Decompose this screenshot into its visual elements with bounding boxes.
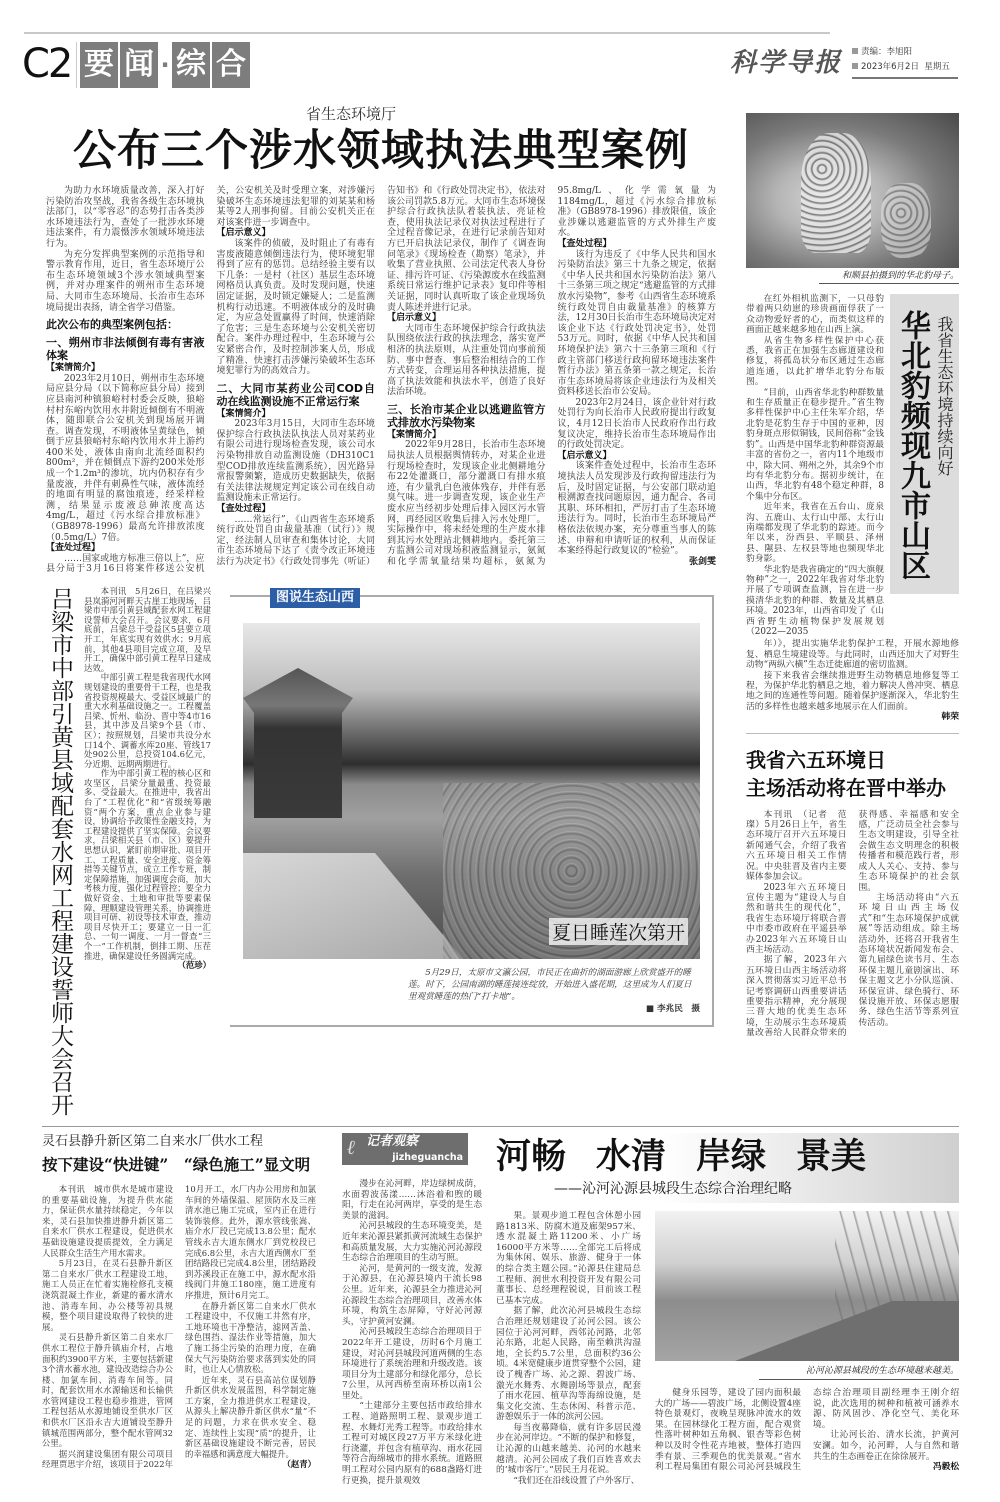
lingshi-headline: 按下建设“快进键” “绿色施工”显文明 xyxy=(42,1155,311,1174)
byline: 冯毅松 xyxy=(932,1462,959,1473)
issue-weekday: 星期五 xyxy=(924,62,950,72)
lingshi-article-body xyxy=(42,1184,316,1470)
paragraph: 近年来，我省在五台山、庞泉沟、五鹿山、太行山中部、太行山南端都发现了华北豹的踪迹。而今年以来，汾西县、平顺县、泽州县、隰县、左权县等地也频现华北豹身影。 xyxy=(746,502,884,565)
lingshi-subtitle: 灵石县静升新区第二自来水厂供水工程 xyxy=(42,1134,264,1149)
headline-word: 河畅 xyxy=(496,1137,567,1177)
env-day-headline-line1: 我省六五环境日 xyxy=(746,747,886,772)
logo-swoosh-icon: ℓ xyxy=(347,1135,356,1159)
qinhe-left xyxy=(342,1133,482,1486)
headline-word: 景美 xyxy=(796,1137,867,1177)
paragraph: 2023年2月10日，朔州市生态环境局应县分局（以下简称应县分局）接到应县南河种镇狼峪村村委会反映，狼峪村村东峪内饮用水井附近倾倒有不明液体，随即联合公安机关到现场展开调查。调查发现，不明液体呈黄绿色，倾倒于应县狼峪村东峪内饮用水井上游约400米处，液体由南向北流经面积约800m²，并在倾倒点下游约200米处形成一个1.2m³的渗坑，坑内仍积存有少量废液，并伴有刺鼻性气味，液体流经的地面有明显的腐蚀痕迹，经采样检测，结果显示废液总砷浓度高达4mg/L，超过《污水综合排放标准》（GB8978-1996）最高允许排放浓度（0.5mg/L）7倍。 xyxy=(46,373,205,543)
paragraph: 中部引黄工程是我省现代水网规划建设的重要骨干工程，也是我省投资规模最大、受益区域最广的重大水利基础设施之一。工程覆盖吕梁、忻州、临汾、晋中等4市16县，其中涉及吕梁9个县（市、区）；按照规划，吕梁市共设分水口14个、调蓄水库20座、管线17处902公里，总投资104.6亿元，分近期、远期两期进行。 xyxy=(84,672,211,769)
subheading: 一、朔州市非法倾倒有毒有害液体案 xyxy=(46,336,205,363)
middle-row xyxy=(46,587,716,1116)
photo-feature-frame xyxy=(230,590,714,1027)
byline: （范珍） xyxy=(177,960,211,971)
paragraph: ……国家或地方标准三倍以上”，应县分局于3月16日将案件移送公安机关，公安机关及时受理立案，对涉嫌污染破坏生态环境违法犯罪的刘某某和杨某等2人刑事拘留。目前公安机关正在对该案件进一步调查中。 xyxy=(46,186,375,575)
section-label: 【启示意义】 xyxy=(216,228,271,239)
issue-date: 2023年6月2日 xyxy=(861,62,919,72)
byline: 张剑雯 xyxy=(688,556,716,567)
photo-overlay-title: 夏日睡莲次第开 xyxy=(549,918,688,945)
paragraph: 沁河，是黄河的一级支流，发源于沁源县，在沁源县境内干流长98公里。近年来，沁源县全力推进沁河沁源段生态综合治理项目，改善水体环境，构筑生态屏障，守好沁河源头，守护黄河安澜。 xyxy=(342,1263,482,1327)
section-label: 【案情简介】 xyxy=(387,429,442,440)
qinhe-article xyxy=(342,1133,959,1486)
header-underline xyxy=(852,77,958,79)
paragraph: 接下来我省会继续推进野生动物栖息地修复等工程，为保护华北豹栖息之地，着力解决人兽冲突、栖息地之间的连通性等问题。随着保护逐渐深入，华北豹生活的多样性也越来越多地展示在人们面前。 xyxy=(746,670,959,712)
lvliang-headline: 吕梁市中部引黄县域配套水网工程建设誓师大会召开 xyxy=(47,587,73,1116)
reporter-observation-logo xyxy=(342,1133,468,1165)
qinhe-headline-block xyxy=(496,1133,959,1203)
headline-word: 水清 xyxy=(596,1137,667,1177)
walkway-shape xyxy=(243,853,463,959)
subheading: 三、长治市某企业以逃避监管方式排放水污染物案 xyxy=(387,402,546,429)
paragraph: 在红外相机监测下，一只母豹带着两只幼崽的珍贵画面俘获了一众动物爱好者的心，而类似这样的画面正越来越多地在山西上演。 xyxy=(746,294,884,336)
right-stack xyxy=(746,113,959,1039)
qinhe-column-1 xyxy=(342,1179,482,1486)
lead-kicker: 省生态环境厅 xyxy=(305,105,396,123)
paragraph: 灵石县静升新区第二自来水厂供水工程位于静升镇庙介村，占地面积约3900平方米，主要包括新建3个清水蓄水池，建设改造综合办公楼、加氯车间、消毒车间等。同时，配套饮用水水源输送和长输供水管网建设工程也稳步推进，管网工程包括从水源地铺设至供水厂区和供水厂区沿永吉大道铺设至静升镇城范围两部分，整个配水管网32公里。 xyxy=(42,1332,173,1449)
section-char: 要 xyxy=(80,42,118,88)
section-label: 【案情简介】 xyxy=(216,408,271,419)
logo-pinyin: jizheguancha xyxy=(392,1152,463,1163)
paragraph: 果。景观步道工程包含休憩小园路1813米、防腐木道及廊架957米、透水混凝土路11200米、小广场16000平方米等……全部完工后将成为集休闲、娱乐、旅游、健身于一体的综合类主题公园。”沁源县住建局总工程师、润世水利投资开发有限公司董事长、总经理程锐说，目前该工程已基本完成。 xyxy=(496,1211,641,1306)
leopard-article-body-wide xyxy=(746,639,959,722)
headline-word: 岸绿 xyxy=(696,1137,767,1177)
paragraph: 近年来，灵石县高站位谋划静升新区供水发展蓝图，科学制定施工方案，全力推进供水工程建设，从源头上解决静升新区供水“量”不足的问题，力求在供水安全、稳定、连续性上实现“质”的提升，让新区基础设施建设不断完善，居民的幸福感和满意度大幅提升。 xyxy=(185,1374,316,1459)
leopard-title-box xyxy=(890,294,959,594)
paragraph: 每当夜幕降临，就有许多居民漫步在沁河岸边。“不断的保护和修复，让沁源的山越来越美、沁河的水越来越清。沁河公园成了我们百姓喜欢去的‘城市客厅’。”居民王月花说。 xyxy=(496,1422,641,1476)
paragraph: 主场活动将由“六五环境日山西主场仪式”和“生态环境保护成就展”等活动组成。除主场活动外，还将召开我省生态环境状况新闻发布会、第九届绿色读书月、生态环保主题儿童剧演出、环保主题文艺小分队巡演、环保宣讲、绿色骑行、环保设施开放、环保志愿服务、绿色生活节等系列宣传活动。 xyxy=(858,892,959,1028)
paragraph: 据兴润建设集团有限公司项目经理贾思宇介绍，该项目于2022年10月开工，水厂内办公用房和加氯车间的外墙保温、屋顶防水及三座清水池已施工完成，室内正在进行装饰装修。此外，源水管线张嵩、庙介水厂段已完成13.8公里；配水管线永吉大道东侧水厂到党校段已完成6.8公里，永吉大道西侧水厂至团结路段已完成4.8公里，团结路段到苏溪段正在施工中，源水配水沿线阀门井施工180座，施工进度有序推进，预计6月完工。 xyxy=(42,1184,316,1470)
riverside-path-photo xyxy=(655,1211,959,1361)
paragraph: 2023年2月24日，该企业针对行政处罚行为向长治市人民政府提出行政复议，4月12日长治市人民政府作出行政复议决定，维持长治市生态环境局作出的行政处罚决定。 xyxy=(557,397,716,451)
paragraph: 从省生物多样性保护中心获悉，我省正在加强生态廊道建设和修复，将孤岛状分布区通过生态廊道连通，以此扩增华北豹分布版图。 xyxy=(746,335,884,388)
section-label: 【启示意义】 xyxy=(387,313,442,324)
section-label: 【启示意义】 xyxy=(557,450,612,461)
left-stack xyxy=(46,104,716,1116)
paragraph: “我们还在沿线设置了户外客厅、 xyxy=(513,1475,640,1486)
lead-article-body xyxy=(46,186,716,575)
pavilion-shape xyxy=(243,668,353,818)
qinhe-column-2 xyxy=(496,1211,641,1486)
paragraph: 在静升新区第二自来水厂供水工程建设中，不仅施工井然有序，工地环境也干净整洁，滤网苫盖、绿色围挡、湿法作业等措施，加大了施工扬尘污染的治理力度，在确保大气污染防治要求落到实处的同时，也让人心情放松。 xyxy=(185,1300,316,1375)
editor-name: 责编：李旭阳 xyxy=(861,47,913,57)
bullet-icon xyxy=(852,63,858,69)
section-divider xyxy=(76,42,77,88)
paragraph: 作为中部引黄工程的核心区和攻坚区，吕梁分量最重、投资最多、受益最大。在推进中，我省出台了“工程优化”和“省级统筹融资”两个方案，重点企业参与建设，协调给予政策性金融支持，为工程建设提供了坚实保障。会议要求，吕梁相关县（市、区）要提升思想认识，紧盯前期审批、项目开工、工程质量、安全进度、资金筹措等关键节点，成立工作专班，制定保障措施，加强调度会商，加大考核力度，强化过程管控；要全力做好资金、土地和审批等要素保障，理顺建设管理关系，协调推进项目可研、初设等技术审查，推动项目尽快开工；要建立一日一汇总、一旬一调度、一月一督查“三个一”工作机制，倒排工期、压茬推进，确保建设任务圆满完成。 xyxy=(84,768,211,961)
logo-title: 记者观察 xyxy=(366,1134,419,1149)
paragraph: 为助力水环境质量改善，深入打好污染防治攻坚战，我省各级生态环境执法部门，以“零容忍”的态势打击各类涉水环境违法行为，查处了一批涉水环境违法案件，有力震慑涉水领域环境违法行为。 xyxy=(46,186,205,249)
subheading: 此次公布的典型案例包括： xyxy=(46,318,178,332)
paragraph: “土建部分主要包括市政给排水工程、道路照明工程、景观步道工程、水舞灯光秀工程等。市政给排水工程可对城区段27万平方米绿化进行浇灌，并包含有植草沟、雨水花园等符合海绵城市的排水系统。道路照明工程对公园内原有的688盏路灯进行更换，提升景观效 xyxy=(342,1401,482,1486)
paragraph: 据了解，2023年六五环境日山西主场活动将深入贯彻落实习近平总书记考察调研山西重要讲话重要指示精神，充分展现三晋大地的优美生态环境，生动展示生态环境质量改善给人民群众带来的获得感、幸福感和安全感，广泛动员全社会参与生态文明建设，引导全社会做生态文明理念的积极传播者和模范践行者，形成人人关心、支持、参与生态环境保护的社会氛围。 xyxy=(746,809,959,1039)
paragraph: 漫步在沁河畔，岸边绿树成荫，水面碧波荡漾……沐浴着和煦的暖阳，行走在沁河两岸，享受的是生态美景的滋润。 xyxy=(342,1179,482,1221)
page-header xyxy=(0,0,1000,104)
qinhe-headline xyxy=(496,1135,959,1179)
section-char: · xyxy=(160,51,170,79)
page-number: C2 xyxy=(22,41,72,87)
section-char: 合 xyxy=(212,42,250,88)
paragraph: ……常运行”，《山西省生态环境系统行政处罚自由裁量基准（试行）》规定，经法制人员审查和集体讨论，大同市生态环境局下达了《责令改正环境违法行为决定书》《行政处罚事先（听证）告知书》和《行政处罚决定书》，依法对该公司罚款5.8万元。大同市生态环境保护综合行政执法队着装执法、亮证检查，使用执法记录仪对执法过程进行了全过程音像记录，在进行记录前告知对方已开启执法记录仪，制作了《调查询问笔录》《现场检查（勘察）笔录》，并收集了营业执照、公司法定代表人身份证、排污许可证、《污染源废水在线监测系统日常运行维护记录表》复印件等相关证据，同时认真听取了该企业现场负责人陈述并进行记录。 xyxy=(216,186,546,567)
caption-text: 5月29日，太原市文瀛公园，市民正在曲折的湖面游廊上欣赏盛开的睡莲。时下，公园南湖的睡莲接连绽放，开始进入盛花期，这里成为人们夏日里观赏睡莲的热门“打卡地”。 xyxy=(408,968,692,1002)
lvliang-article-body xyxy=(84,587,211,971)
lead-headline: 公布三个涉水领域执法典型案例 xyxy=(73,126,689,176)
paragraph: 本刊讯 （记者 范璨）5月26日上午，省生态环境厅召开六五环境日新闻通气会，介绍了我省六五环境日相关工作情况。中央驻晋及省内主要媒体参加会议。 xyxy=(746,809,847,883)
paragraph: 本刊讯 城市供水是城市建设的重要基础设施，为提升供水能力，保证供水量持续稳定，今年以来，灵石县加快推进静升新区第二自来水厂供水工程建设，促进供水基础设施建设提质提效，全力满足人民群众生活生产用水需求。 xyxy=(42,1184,173,1258)
section-label: 【查处过程】 xyxy=(46,543,101,554)
leopard-article-body xyxy=(746,294,884,637)
masthead-logo: 科学导报 xyxy=(730,48,843,78)
qinhe-subtitle: ——沁河沁源县城段生态综合治理纪略 xyxy=(554,1181,792,1197)
divider xyxy=(746,733,959,734)
paragraph: 沁河县城段的生态环境变美，是近年来沁源县紧抓黄河流域生态保护和高质量发展，大力实施沁河沁源段生态综合治理项目的生动写照。 xyxy=(342,1221,482,1264)
paragraph: 该案件的侦破，及时阻止了有毒有害废液随意倾倒违法行为，使环境犯罪得到了应有的惩罚。总结经验主要有以下几条：一是村（社区）基层生态环境网格员认真负责。及时发现问题，快速固定证据，及时锁定嫌疑人；二是监测机构行动迅速。不明液体成分的及时确定，为应急处置赢得了时间，快速消除了危害；三是生态环境与公安机关密切配合。案件办理过程中，生态环境与公安紧密合作，及时控制涉案人员，形成了精准、快速打击涉嫌污染破坏生态环境犯罪行为的高效合力。 xyxy=(216,238,375,377)
paragraph: 让沁河长治、清水长流，护黄河安澜。如今，沁河畔，人与自然和谐共生的生态画卷正在徐徐展开。 xyxy=(813,1430,959,1462)
qinhe-right xyxy=(496,1133,959,1486)
section-label: 【案情简介】 xyxy=(46,363,101,374)
byline: （赵青） xyxy=(282,1459,316,1470)
leopard-headline: 华北豹频现九市山区 xyxy=(895,310,930,580)
env-day-headline xyxy=(746,746,959,802)
qinhe-photo-caption: 沁河沁源县城段的生态环境越来越美。 xyxy=(759,1365,959,1380)
section-label: 【查处过程】 xyxy=(557,238,612,249)
subheading: 二、大同市某药业公司COD自动在线监测设施不正常运行案 xyxy=(216,381,375,408)
photo-credit: ■ 李兆民 摄 xyxy=(645,1004,700,1014)
paragraph: 该案件查处过程中，长治市生态环境执法人员发现涉及行政拘留违法行为后，及时固定证据，与公安部门联动追根溯源查找问题原因，通力配合、各司其职、环环相扣，严厉打击了生态环境违法行为。同时，长治市生态环境局严格依法依规办案，充分尊重当事人的陈述、申辩和申请听证的权利，从而保证本案经得起行政复议的“检验”。 xyxy=(557,461,716,557)
leopard-kicker: 我省生态环境持续向好 xyxy=(935,316,954,476)
paragraph: “目前，山西省华北豹种群数量和生存质量正在稳步提升。”省生物多样性保护中心主任朱军介绍，华北豹是花豹生存于中国的亚种，因豹身斑点形似铜钱，民间俗称“金钱豹”。山西是中国华北豹种群资源最丰富的省份之一，省内11个地级市中，除大同、朔州之外，其余9个市均有华北豹分布。据初步统计，在山西，华北豹有48个稳定种群，8个集中分布区。 xyxy=(746,387,884,502)
top-rule xyxy=(24,32,830,34)
leopard-photo xyxy=(746,113,959,268)
paragraph: 2022年9月28日，长治市生态环境局执法人员根据舆情转办，对某企业进行现场检查时，发现该企业北侧耕地分布22处灌溉口，部分灌溉口有排水痕迹，有少量乳白色液体残存，并伴有恶臭气味。进一步调查发现，该企业生产废水应当经初步处理后排入园区污水管网，再经园区收集后排入污水处理厂。实际操作中，将未经处理的生产废水排到其污水处理站北侧耕地内。委托第三方监测公司对现场积液监测显示，氨氮和化学需氧量结果均超标，氨氮为95.8mg/L、化学需氧量为1184mg/L，超过《污水综合排放标准》（GB8978-1996）排放限值，该企业涉嫌以逃避监管的方式外排生产废水。 xyxy=(387,186,716,567)
qinhe-photo-column xyxy=(655,1211,959,1473)
qinhe-lower xyxy=(496,1211,959,1486)
section-char: 闻 xyxy=(120,42,158,88)
photo-feature-label: 图说生态山西 xyxy=(270,588,360,608)
section-char: 综 xyxy=(172,42,210,88)
paragraph: 5月23日，在灵石县静升新区第二自来水厂供水工程建设工地，施工人员正在忙着实施栓修孔支模浇筑混凝土作业，新建的蓄水清水池、消毒车间、办公楼等初具规模，整个项目建设取得了较快的进展。 xyxy=(42,1258,173,1332)
leopard-figure xyxy=(801,133,871,253)
leopard-photo-caption: 和顺县拍摄到的华北豹母子。 xyxy=(819,270,959,284)
paragraph: 沁河县城段生态综合治理项目于2022年开工建设，历时6个月施工建设，对沁河县城段河道两侧的生态环境进行了系统治理和升级改造。该项目分为土建部分和绿化部分，总长7公里，从河西桥至南环桥以南1公里处。 xyxy=(342,1327,482,1401)
section-label: 【查处过程】 xyxy=(216,504,271,515)
bullet-icon xyxy=(852,48,858,54)
env-day-headline-line2: 主场活动将在晋中举办 xyxy=(746,775,946,800)
byline: 韩荣 xyxy=(941,712,959,723)
photo-feature-caption xyxy=(408,967,700,1015)
env-day-article-body xyxy=(746,810,959,1039)
paragraph: 大同市生态环境保护综合行政执法队围绕依法行政的执法理念，落实宽严相济的执法原则，从注重处罚向事前预防、事中督查、事后整治相结合的工作方式转变，合理运用各种执法措施，提高了执法效能和执法水平，创造了良好法治环境。 xyxy=(387,323,546,398)
paragraph: 华北豹是我省确定的“四大旗舰物种”之一，2022年我省对华北豹开展了专项调查监测，旨在进一步摸清华北豹的种群、数量及其栖息环境。2023年，山西省印发了《山西省野生动植物保护发展规划（2022—2035 xyxy=(746,564,884,637)
paragraph: 年）》，提出实施华北豹保护工程，开展水源地修复、栖息生境建设等。与此同时，山西还加大了对野生动物“两纵六横”生态迁徙廊道的密切监测。 xyxy=(746,639,959,671)
editor-info xyxy=(852,45,958,79)
leopard-row xyxy=(746,294,959,637)
qinhe-column-3-4 xyxy=(655,1388,959,1473)
paragraph: 据了解，此次沁河县城段生态综合治理还规划建设了沁河公园。该公园位于沁河河畔，西邻沁河路，北邻沁东路，北起人民路，南至赖洪沟湿地，全长约5.7公里，总面积约36公顷。4米宽健康步道贯穿整个公园，建设了槐香广场、沁之源、碧波广场、激光水舞秀、水舞剧场等景点，配套了雨水花园、植草沟等海绵设施，是集文化交流、生态休闲、科普示范、游憩娱乐于一体的滨河公园。 xyxy=(496,1306,641,1423)
paragraph: 2023年3月15日，大同市生态环境保护综合行政执法队执法人员对某药业有限公司进行现场检查发现，该公司水污染物排放自动监测设施（DH310C1型COD排放连续监测系统），因光路异常报警频繁，造成历史数据缺失，依据有关法律法规规定判定该公司在线自动监测设施未正常运行。 xyxy=(216,419,375,504)
lingshi-article xyxy=(42,1133,316,1470)
paragraph: 健身乐园等，建设了园内面积最大的广场——碧波广场，北侧设置4座特色景观灯，夜晚呈现脉冲流水的效果。在园林绿化工程方面，配合观赏性落叶树种如五角枫、银杏等彩色树种以及时令性花卉地被，整体打造四季有景、三季观色的优美景观。”省水利工程局集团有限公司沁河县城段生态综合治理项目副经理李王刚介绍说，此次选用的树种和植被可涵养水源、防风固沙、净化空气、美化环境。 xyxy=(655,1388,959,1473)
water-lily-photo xyxy=(243,623,700,959)
paragraph: 2023年六五环境日宣传主题为“建设人与自然和谐共生的现代化”，我省生态环境厅将联合晋中市委市政府在平遥县举办2023年六五环境日山西主场活动。 xyxy=(746,882,847,955)
leopard-cub-figure xyxy=(881,183,931,258)
bottom-block xyxy=(42,1126,959,1486)
top-block xyxy=(46,104,959,1116)
section-title xyxy=(80,42,250,88)
paragraph: 该行为违反了《中华人民共和国水污染防治法》第三十九条之规定，依据《中华人民共和国水污染防治法》第八十三条第三项之规定“逃避监管的方式排放水污染物”，参考《山西省生态环境系统行政处罚自由裁量基准》的核算方法，12月30日长治市生态环境局决定对该企业下达《行政处罚决定书》，处罚53万元。同时，依据《中华人民共和国环境保护法》第六十三条第三项和《行政主管部门移送行政拘留环境违法案件暂行办法》第五条第一款之规定，长治市生态环境局将该企业违法行为及相关资料移送长治市公安局。 xyxy=(557,249,716,398)
paragraph: 为充分发挥典型案例的示范指导和警示教育作用，近日，省生态环境厅公布生态环境领域3个涉水领域典型案例，并对办理案件的朔州市生态环境局、大同市生态环境局、长治市生态环境局提出表扬，请全省学习借鉴。 xyxy=(46,249,205,313)
paragraph: 本刊讯 5月26日，在吕梁兴县岚漪河河畔天古崖工地现场，吕梁市中部引黄县域配套水网工程建设誓师大会召开。会议要求，6月底前，吕梁总干受益区5县要立项开工，年底实现有效供水；9月底前，其他4县项目完成立项，及早开工，确保中部引黄工程早日建成达效。 xyxy=(84,586,211,673)
